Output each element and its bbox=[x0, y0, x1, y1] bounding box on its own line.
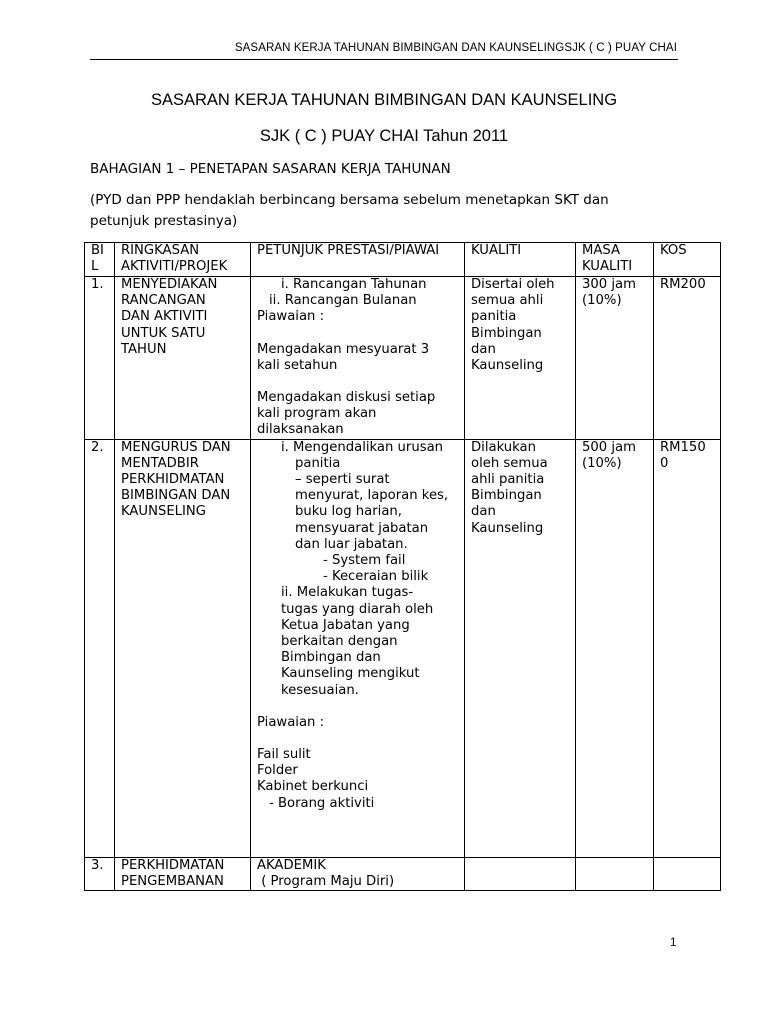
row2-bil: 2. bbox=[85, 439, 115, 857]
header-masa: MASA KUALITI bbox=[576, 243, 654, 277]
row3-bil: 3. bbox=[85, 857, 115, 890]
document-subtitle: SJK ( C ) PUAY CHAI Tahun 2011 bbox=[259, 127, 509, 145]
row3-petunjuk: AKADEMIK ( Program Maju Diri) bbox=[251, 857, 465, 890]
header-kos: KOS bbox=[654, 243, 721, 277]
header-aktiviti: RINGKASAN AKTIVITI/PROJEK bbox=[115, 243, 251, 277]
header-bil: BI L bbox=[85, 243, 115, 277]
row3-kualiti bbox=[465, 857, 576, 890]
header-kualiti: KUALITI bbox=[465, 243, 576, 277]
header-petunjuk: PETUNJUK PRESTASI/PIAWAI bbox=[251, 243, 465, 277]
row1-masa: 300 jam (10%) bbox=[576, 277, 654, 440]
row1-petunjuk: i. Rancangan Tahunan ii. Rancangan Bulanan Piawaian : Mengadakan mesyuarat 3 kali setahun Mengadakan diskusi setiap kali program akan dilaksanakan bbox=[251, 277, 465, 440]
skt-table bbox=[84, 242, 721, 891]
row2-kos: RM150 0 bbox=[654, 439, 721, 857]
row1-kos: RM200 bbox=[654, 277, 721, 440]
running-header: SASARAN KERJA TAHUNAN BIMBINGAN DAN KAUNSELINGSJK ( C ) PUAY CHAI bbox=[234, 42, 677, 54]
row3-aktiviti: PERKHIDMATAN PENGEMBANAN bbox=[115, 857, 251, 890]
row3-kos bbox=[654, 857, 721, 890]
row2-kualiti: Dilakukan oleh semua ahli panitia Bimbingan dan Kaunseling bbox=[465, 439, 576, 857]
row2-masa: 500 jam (10%) bbox=[576, 439, 654, 857]
instruction-note: (PYD dan PPP hendaklah berbincang bersama sebelum menetapkan SKT dan petunjuk prestasinya) bbox=[90, 192, 609, 229]
row2-petunjuk: i. Mengendalikan urusan panitia – seperti surat menyurat, laporan kes, buku log harian, mensyuarat jabatan dan luar jabatan. - System fail - Keceraian bilik ii. Melakukan tugas- tugas yang diarah oleh Ketua Jabatan yang berkaitan dengan Bimbingan dan Kaunseling mengikut kesesuaian. Piawaian : Fail sulit Folder Kabinet berkunci - Borang aktiviti bbox=[251, 439, 465, 857]
table-row bbox=[85, 857, 721, 890]
table-row bbox=[85, 277, 721, 440]
document-title: SASARAN KERJA TAHUNAN BIMBINGAN DAN KAUNSELING bbox=[150, 91, 618, 109]
table-header-row bbox=[85, 243, 721, 277]
page-number: 1 bbox=[670, 937, 677, 949]
section-heading: BAHAGIAN 1 – PENETAPAN SASARAN KERJA TAHUNAN bbox=[90, 161, 451, 177]
table-row bbox=[85, 439, 721, 857]
row1-bil: 1. bbox=[85, 277, 115, 440]
row1-kualiti: Disertai oleh semua ahli panitia Bimbingan dan Kaunseling bbox=[465, 277, 576, 440]
row2-aktiviti: MENGURUS DAN MENTADBIR PERKHIDMATAN BIMBINGAN DAN KAUNSELING bbox=[115, 439, 251, 857]
header-rule bbox=[90, 59, 678, 60]
row1-aktiviti: MENYEDIAKAN RANCANGAN DAN AKTIVITI UNTUK SATU TAHUN bbox=[115, 277, 251, 440]
row3-masa bbox=[576, 857, 654, 890]
